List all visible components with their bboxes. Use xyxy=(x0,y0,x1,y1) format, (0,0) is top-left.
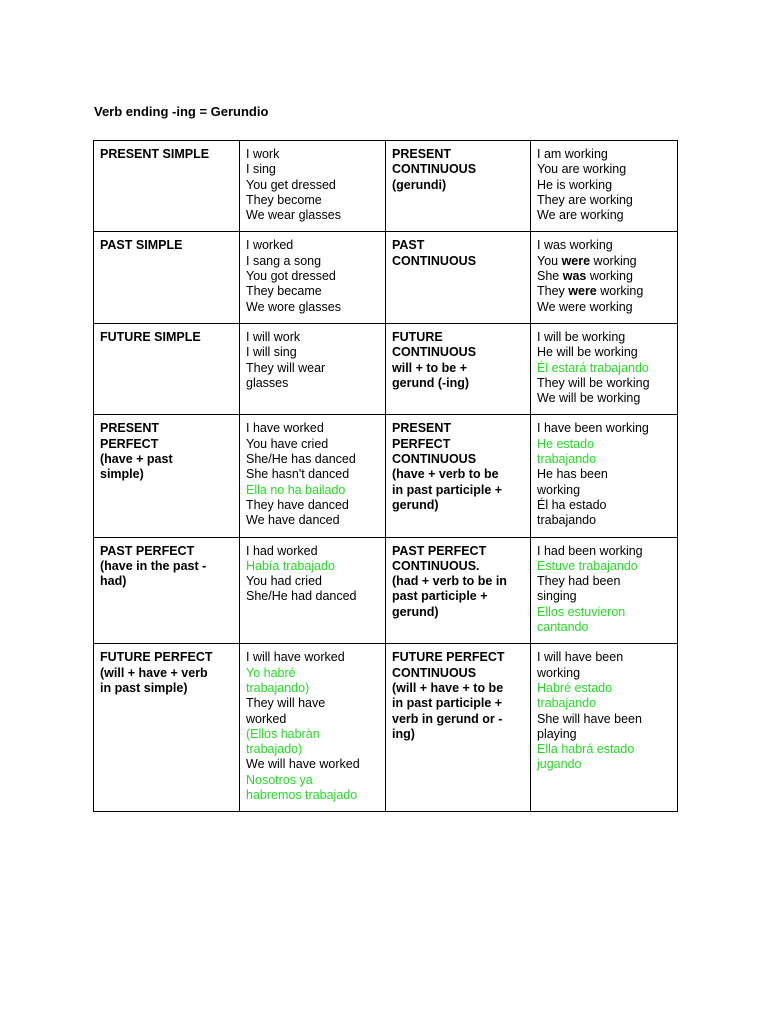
example-sentence xyxy=(537,757,671,772)
example-text: trabajando xyxy=(537,513,597,528)
example-text: They had been xyxy=(537,574,621,589)
example-sentence xyxy=(537,467,671,482)
example-text: We wore glasses xyxy=(246,299,341,314)
spanish-translation: jugando xyxy=(537,757,582,772)
example-sentence xyxy=(246,467,379,482)
emphasized-word: were xyxy=(561,253,591,268)
example-sentence xyxy=(246,330,379,345)
table-row xyxy=(94,141,678,232)
tense-name-cell xyxy=(94,141,240,232)
example-text: I sang a song xyxy=(246,253,322,268)
example-sentence xyxy=(246,254,379,269)
spanish-translation: cantando xyxy=(537,620,589,635)
spanish-translation: Ella no ha bailado xyxy=(246,482,346,497)
example-sentence xyxy=(537,620,671,635)
tense-label-line: FUTURE SIMPLE xyxy=(100,329,201,344)
spanish-translation: Habré estado xyxy=(537,680,613,695)
example-sentence xyxy=(246,178,379,193)
example-sentence xyxy=(537,742,671,757)
example-text: She hasn't danced xyxy=(246,467,350,482)
example-sentence xyxy=(537,712,671,727)
continuous-tense-name-cell xyxy=(386,415,531,537)
example-sentence xyxy=(537,284,671,299)
tense-label-line: CONTINUOUS xyxy=(392,162,477,177)
example-text: They will wear xyxy=(246,360,326,375)
example-text: We wear glasses xyxy=(246,208,341,223)
example-sentence xyxy=(246,498,379,513)
tense-label-line: (will + have + verb xyxy=(100,665,208,680)
example-sentence xyxy=(537,452,671,467)
example-sentence xyxy=(537,162,671,177)
example-text: I sing xyxy=(246,162,276,177)
table-row xyxy=(94,537,678,644)
example-text: You had cried xyxy=(246,574,322,589)
example-text: I will have worked xyxy=(246,650,345,665)
example-sentence xyxy=(537,147,671,162)
tense-label-line: FUTURE PERFECT xyxy=(100,650,213,665)
continuous-tense-name-cell xyxy=(386,644,531,812)
continuous-examples-cell xyxy=(531,323,678,414)
spanish-translation: (Ellos habràn xyxy=(246,726,320,741)
example-sentence xyxy=(537,254,671,269)
tense-label-line: CONTINUOUS xyxy=(392,452,477,467)
tense-examples-cell xyxy=(240,537,386,644)
tense-label-line: verb in gerund or - xyxy=(392,711,503,726)
example-text: They become xyxy=(246,192,322,207)
example-sentence xyxy=(246,742,379,757)
example-sentence xyxy=(537,559,671,574)
spanish-translation: Nosotros ya xyxy=(246,772,313,787)
table-row xyxy=(94,644,678,812)
tense-label-line: (have in the past - xyxy=(100,558,207,573)
example-text: They xyxy=(537,284,569,299)
example-sentence xyxy=(246,437,379,452)
example-text: We will have worked xyxy=(246,757,360,772)
example-sentence xyxy=(246,147,379,162)
example-text: I will be working xyxy=(537,329,626,344)
table-row xyxy=(94,323,678,414)
example-text: I had been working xyxy=(537,543,643,558)
tense-label-line: PRESENT SIMPLE xyxy=(100,147,210,161)
example-sentence xyxy=(537,681,671,696)
example-sentence xyxy=(246,666,379,681)
example-text: I worked xyxy=(246,238,294,253)
example-text: I am working xyxy=(537,147,608,161)
example-text: She will have been xyxy=(537,711,642,726)
spanish-translation: Ellos estuvieron xyxy=(537,604,626,619)
example-sentence xyxy=(246,757,379,772)
tense-examples-cell xyxy=(240,232,386,323)
example-text: I had worked xyxy=(246,543,318,558)
example-text: They have danced xyxy=(246,497,349,512)
example-text: I work xyxy=(246,147,280,161)
spanish-translation: Ella habrá estado xyxy=(537,742,635,757)
example-sentence xyxy=(537,238,671,253)
example-sentence xyxy=(246,193,379,208)
tense-label-line: (have + past xyxy=(100,452,173,467)
tense-label-line: gerund (-ing) xyxy=(392,375,470,390)
emphasized-word: were xyxy=(568,284,597,299)
example-sentence xyxy=(537,391,671,406)
spanish-translation: habremos trabajado xyxy=(246,787,358,802)
example-sentence xyxy=(246,559,379,574)
example-sentence xyxy=(246,483,379,498)
example-sentence xyxy=(246,681,379,696)
example-text: They became xyxy=(246,284,322,299)
spanish-translation: Había trabajado xyxy=(246,558,335,573)
example-text: She/He had danced xyxy=(246,589,357,604)
example-text: You have cried xyxy=(246,436,329,451)
tense-label-line: PAST PERFECT xyxy=(392,543,487,558)
spanish-translation: He estado xyxy=(537,436,594,451)
example-sentence xyxy=(246,345,379,360)
continuous-tense-name-cell xyxy=(386,323,531,414)
tense-examples-cell xyxy=(240,323,386,414)
tense-label-line: gerund) xyxy=(392,604,439,619)
tense-label-line: will + to be + xyxy=(392,360,468,375)
example-text: Él ha estado xyxy=(537,497,607,512)
spanish-translation: trabajado) xyxy=(246,742,303,757)
example-sentence xyxy=(246,269,379,284)
example-text: I have worked xyxy=(246,421,324,436)
example-text: I will sing xyxy=(246,345,297,360)
example-sentence xyxy=(537,544,671,559)
table-row xyxy=(94,415,678,537)
tense-name-cell xyxy=(94,415,240,537)
continuous-examples-cell xyxy=(531,415,678,537)
example-sentence xyxy=(246,452,379,467)
example-text: singing xyxy=(537,589,577,604)
example-sentence xyxy=(246,773,379,788)
continuous-examples-cell xyxy=(531,232,678,323)
example-sentence xyxy=(246,421,379,436)
example-sentence xyxy=(246,650,379,665)
example-text: worked xyxy=(246,711,287,726)
example-sentence xyxy=(537,727,671,742)
example-sentence xyxy=(537,376,671,391)
tense-label-line: ing) xyxy=(392,726,415,741)
tense-name-cell xyxy=(94,323,240,414)
example-sentence xyxy=(537,696,671,711)
example-sentence xyxy=(246,284,379,299)
example-text: You xyxy=(537,253,562,268)
example-text: I have been working xyxy=(537,421,649,436)
spanish-translation: trabajando) xyxy=(246,680,310,695)
tense-label-line: (have + verb to be xyxy=(392,467,499,482)
example-text: We will be working xyxy=(537,391,641,406)
tense-label-line: CONTINUOUS. xyxy=(392,558,480,573)
tense-label-line: past participle + xyxy=(392,589,488,604)
example-text: working xyxy=(586,269,633,284)
example-sentence xyxy=(537,437,671,452)
tense-label-line: (will + have + to be xyxy=(392,680,504,695)
example-sentence xyxy=(537,361,671,376)
example-text: She/He has danced xyxy=(246,452,356,467)
example-sentence xyxy=(246,208,379,223)
tense-label-line: PAST xyxy=(392,238,425,253)
example-text: He is working xyxy=(537,177,613,192)
tense-name-cell xyxy=(94,644,240,812)
tense-examples-cell xyxy=(240,415,386,537)
example-sentence xyxy=(537,498,671,513)
tense-label-line: PERFECT xyxy=(392,436,451,451)
table-row xyxy=(94,232,678,323)
example-sentence xyxy=(246,162,379,177)
spanish-translation: Él estará trabajando xyxy=(537,360,649,375)
example-text: glasses xyxy=(246,375,289,390)
example-sentence xyxy=(246,788,379,803)
example-sentence xyxy=(537,178,671,193)
tense-label-line: PRESENT xyxy=(392,421,452,436)
example-text: We have danced xyxy=(246,513,340,528)
example-sentence xyxy=(537,666,671,681)
example-sentence xyxy=(246,727,379,742)
continuous-examples-cell xyxy=(531,537,678,644)
example-sentence xyxy=(537,421,671,436)
tense-label-line: FUTURE PERFECT xyxy=(392,650,505,665)
example-text: They will have xyxy=(246,696,326,711)
example-sentence xyxy=(537,513,671,528)
example-text: working xyxy=(596,284,644,299)
tense-label-line: had) xyxy=(100,574,127,589)
example-sentence xyxy=(537,574,671,589)
example-sentence xyxy=(537,208,671,223)
tense-label-line: (had + verb to be in xyxy=(392,574,507,589)
example-text: You got dressed xyxy=(246,269,336,284)
example-sentence xyxy=(537,650,671,665)
continuous-examples-cell xyxy=(531,141,678,232)
tense-label-line: in past participle + xyxy=(392,482,503,497)
spanish-translation: Estuve trabajando xyxy=(537,558,638,573)
example-text: I will work xyxy=(246,329,301,344)
example-sentence xyxy=(537,300,671,315)
tense-label-line: PAST SIMPLE xyxy=(100,238,183,253)
continuous-tense-name-cell xyxy=(386,141,531,232)
example-sentence xyxy=(246,300,379,315)
continuous-tense-name-cell xyxy=(386,232,531,323)
example-text: I was working xyxy=(537,238,613,253)
example-sentence xyxy=(537,193,671,208)
tense-label-line: PRESENT xyxy=(100,421,160,436)
continuous-tense-name-cell xyxy=(386,537,531,644)
example-text: playing xyxy=(537,726,577,741)
example-text: She xyxy=(537,269,563,284)
example-sentence xyxy=(537,483,671,498)
tense-examples-cell xyxy=(240,141,386,232)
tense-label-line: PRESENT xyxy=(392,147,452,161)
tense-label-line: CONTINUOUS xyxy=(392,345,477,360)
tense-label-line: gerund) xyxy=(392,497,439,512)
example-sentence xyxy=(537,269,671,284)
tense-label-line: PERFECT xyxy=(100,436,159,451)
example-sentence xyxy=(246,544,379,559)
spanish-translation: trabajando xyxy=(537,452,597,467)
continuous-examples-cell xyxy=(531,644,678,812)
tense-examples-cell xyxy=(240,644,386,812)
example-sentence xyxy=(246,589,379,604)
example-sentence xyxy=(537,330,671,345)
tense-label-line: CONTINUOUS xyxy=(392,253,477,268)
example-sentence xyxy=(246,513,379,528)
example-sentence xyxy=(246,361,379,376)
tense-label-line: simple) xyxy=(100,467,144,482)
example-text: He will be working xyxy=(537,345,638,360)
example-text: working xyxy=(590,253,637,268)
tense-name-cell xyxy=(94,537,240,644)
tense-label-line: in past simple) xyxy=(100,680,188,695)
example-text: working xyxy=(537,665,581,680)
example-text: You get dressed xyxy=(246,177,336,192)
example-text: He has been xyxy=(537,467,608,482)
tense-label-line: (gerundi) xyxy=(392,177,447,192)
example-text: They are working xyxy=(537,192,633,207)
example-text: We are working xyxy=(537,208,624,223)
example-sentence xyxy=(246,238,379,253)
tense-label-line: FUTURE xyxy=(392,329,443,344)
example-sentence xyxy=(246,376,379,391)
example-sentence xyxy=(246,696,379,711)
tense-label-line: CONTINUOUS xyxy=(392,665,477,680)
example-sentence xyxy=(537,605,671,620)
spanish-translation: Yo habré xyxy=(246,665,296,680)
tense-name-cell xyxy=(94,232,240,323)
verb-tense-table xyxy=(93,140,678,812)
document-title: Verb ending -ing = Gerundio xyxy=(94,104,269,119)
example-sentence xyxy=(246,574,379,589)
spanish-translation: trabajando xyxy=(537,696,597,711)
verb-tense-table-body xyxy=(94,141,678,812)
example-sentence xyxy=(537,345,671,360)
example-sentence xyxy=(537,589,671,604)
example-text: We were working xyxy=(537,299,633,314)
example-text: I will have been xyxy=(537,650,624,665)
example-text: You are working xyxy=(537,162,627,177)
example-sentence xyxy=(246,712,379,727)
tense-label-line: in past participle + xyxy=(392,696,503,711)
emphasized-word: was xyxy=(562,269,587,284)
example-text: working xyxy=(537,482,581,497)
example-text: They will be working xyxy=(537,375,650,390)
tense-label-line: PAST PERFECT xyxy=(100,543,195,558)
